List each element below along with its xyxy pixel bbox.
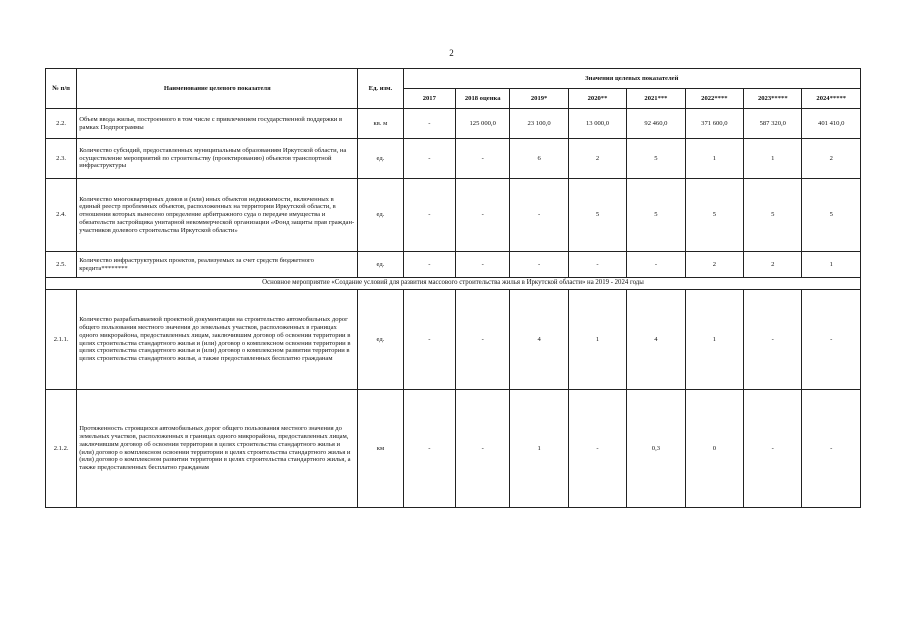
indicator-value: -	[455, 290, 509, 390]
indicator-value: -	[627, 252, 685, 278]
table-row	[46, 109, 861, 139]
indicator-value: 587 320,0	[744, 109, 802, 139]
indicator-value: 0,3	[627, 390, 685, 508]
row-number: 2.5.	[46, 252, 77, 278]
header-year: 2018 оценка	[455, 89, 509, 109]
indicator-value: 23 100,0	[510, 109, 568, 139]
indicator-value: -	[403, 290, 455, 390]
section-title: Основное мероприятие «Создание условий для развития массового строительства жилья в Иркутской области» на 2019 - 2024 годы	[46, 278, 861, 290]
indicator-value: 92 460,0	[627, 109, 685, 139]
header-year: 2021***	[627, 89, 685, 109]
indicator-value: 2	[685, 252, 743, 278]
indicator-unit: ед.	[358, 139, 403, 179]
header-unit: Ед. изм.	[358, 69, 403, 109]
indicator-value: -	[403, 179, 455, 252]
header-year: 2017	[403, 89, 455, 109]
header-year: 2019*	[510, 89, 568, 109]
indicator-value: -	[403, 390, 455, 508]
page-number: 2	[449, 48, 454, 58]
indicator-name: Количество многоквартирных домов и (или) иных объектов недвижимости, включенных в единый реестр проблемных объектов, расположенных на территории Иркутской области, в отношении которых вынесено определение арбитражного суда о передаче имущества и обязательств застройщика унитарной некоммерческой организации «Фонд защиты прав граждан-участников долевого строительства Иркутской области»	[77, 179, 358, 252]
row-number: 2.1.1.	[46, 290, 77, 390]
indicators-table	[45, 68, 861, 508]
indicator-unit: км	[358, 390, 403, 508]
indicator-value: -	[744, 390, 802, 508]
header-name: Наименование целевого показателя	[77, 69, 358, 109]
indicator-unit: ед.	[358, 252, 403, 278]
indicator-value: -	[802, 290, 861, 390]
section-row	[46, 278, 861, 290]
indicator-name: Количество субсидий, предоставленных муниципальным образованиям Иркутской области, на осуществление мероприятий по строительству (проектированию) объектов транспортной инфраструктуры	[77, 139, 358, 179]
indicator-value: -	[568, 390, 626, 508]
indicator-value: 2	[744, 252, 802, 278]
row-number: 2.3.	[46, 139, 77, 179]
indicator-name: Протяженность строящихся автомобильных дорог общего пользования местного значения до земельных участков, расположенных в границах одного микрорайона, предоставленных лицам, заключившим договор об освоении территории в целях строительства стандартного жилья и (или) договор о комплексном освоении территории в целях строительства стандартного жилья и (или) договор о комплексном развитии территории в целях строительства стандартного жилья, а также предоставленных бесплатно гражданам	[77, 390, 358, 508]
indicator-value: 1	[685, 290, 743, 390]
indicator-name: Количество инфраструктурных проектов, реализуемых за счет средств бюджетного кредита********	[77, 252, 358, 278]
indicator-value: 1	[568, 290, 626, 390]
table-row	[46, 290, 861, 390]
indicator-value: 2	[802, 139, 861, 179]
indicator-value: -	[510, 179, 568, 252]
indicator-value: 1	[744, 139, 802, 179]
indicator-value: 1	[510, 390, 568, 508]
indicator-value: -	[744, 290, 802, 390]
indicator-name: Количество разрабатываемой проектной документации на строительство автомобильных дорог общего пользования местного значения до земельных участков, расположенных в границах одного микрорайона, предоставленных лицам, заключившим договор об освоении территории в целях строительства стандартного жилья и (или) договор о комплексном освоении территории в целях строительства стандартного жилья и (или) договор о комплексном развитии территории в целях строительства стандартного жилья, а также предоставленных бесплатно гражданам	[77, 290, 358, 390]
table-row	[46, 139, 861, 179]
row-number: 2.1.2.	[46, 390, 77, 508]
header-year: 2023*****	[744, 89, 802, 109]
indicator-value: 1	[685, 139, 743, 179]
indicator-name: Объем ввода жилья, построенного в том числе с привлечением государственной поддержки в рамках Подпрограммы	[77, 109, 358, 139]
indicator-value: -	[403, 252, 455, 278]
indicator-value: 125 000,0	[455, 109, 509, 139]
table-row	[46, 179, 861, 252]
header-no: № п/п	[46, 69, 77, 109]
indicator-value: 5	[744, 179, 802, 252]
indicator-value: 5	[627, 179, 685, 252]
indicator-value: 5	[802, 179, 861, 252]
indicator-value: 0	[685, 390, 743, 508]
indicator-value: -	[455, 252, 509, 278]
row-number: 2.4.	[46, 179, 77, 252]
indicator-value: 5	[627, 139, 685, 179]
indicator-value: 13 000,0	[568, 109, 626, 139]
indicator-value: -	[403, 139, 455, 179]
indicator-value: -	[455, 390, 509, 508]
indicator-value: 2	[568, 139, 626, 179]
row-number: 2.2.	[46, 109, 77, 139]
table-header-row	[46, 69, 861, 89]
indicator-value: 1	[802, 252, 861, 278]
header-year: 2022****	[685, 89, 743, 109]
indicator-unit: кв. м	[358, 109, 403, 139]
indicator-unit: ед.	[358, 290, 403, 390]
header-values-group: Значения целевых показателей	[403, 69, 860, 89]
indicator-value: 5	[568, 179, 626, 252]
indicator-value: -	[510, 252, 568, 278]
indicator-value: 4	[510, 290, 568, 390]
indicator-value: -	[455, 179, 509, 252]
header-year: 2020**	[568, 89, 626, 109]
indicator-value: 6	[510, 139, 568, 179]
table-row	[46, 390, 861, 508]
indicator-value: -	[455, 139, 509, 179]
indicator-value: 371 600,0	[685, 109, 743, 139]
indicator-value: 401 410,0	[802, 109, 861, 139]
indicator-value: 5	[685, 179, 743, 252]
indicator-value: -	[568, 252, 626, 278]
indicator-value: -	[802, 390, 861, 508]
indicator-value: -	[403, 109, 455, 139]
indicator-unit: ед.	[358, 179, 403, 252]
table-row	[46, 252, 861, 278]
header-year: 2024*****	[802, 89, 861, 109]
indicator-value: 4	[627, 290, 685, 390]
